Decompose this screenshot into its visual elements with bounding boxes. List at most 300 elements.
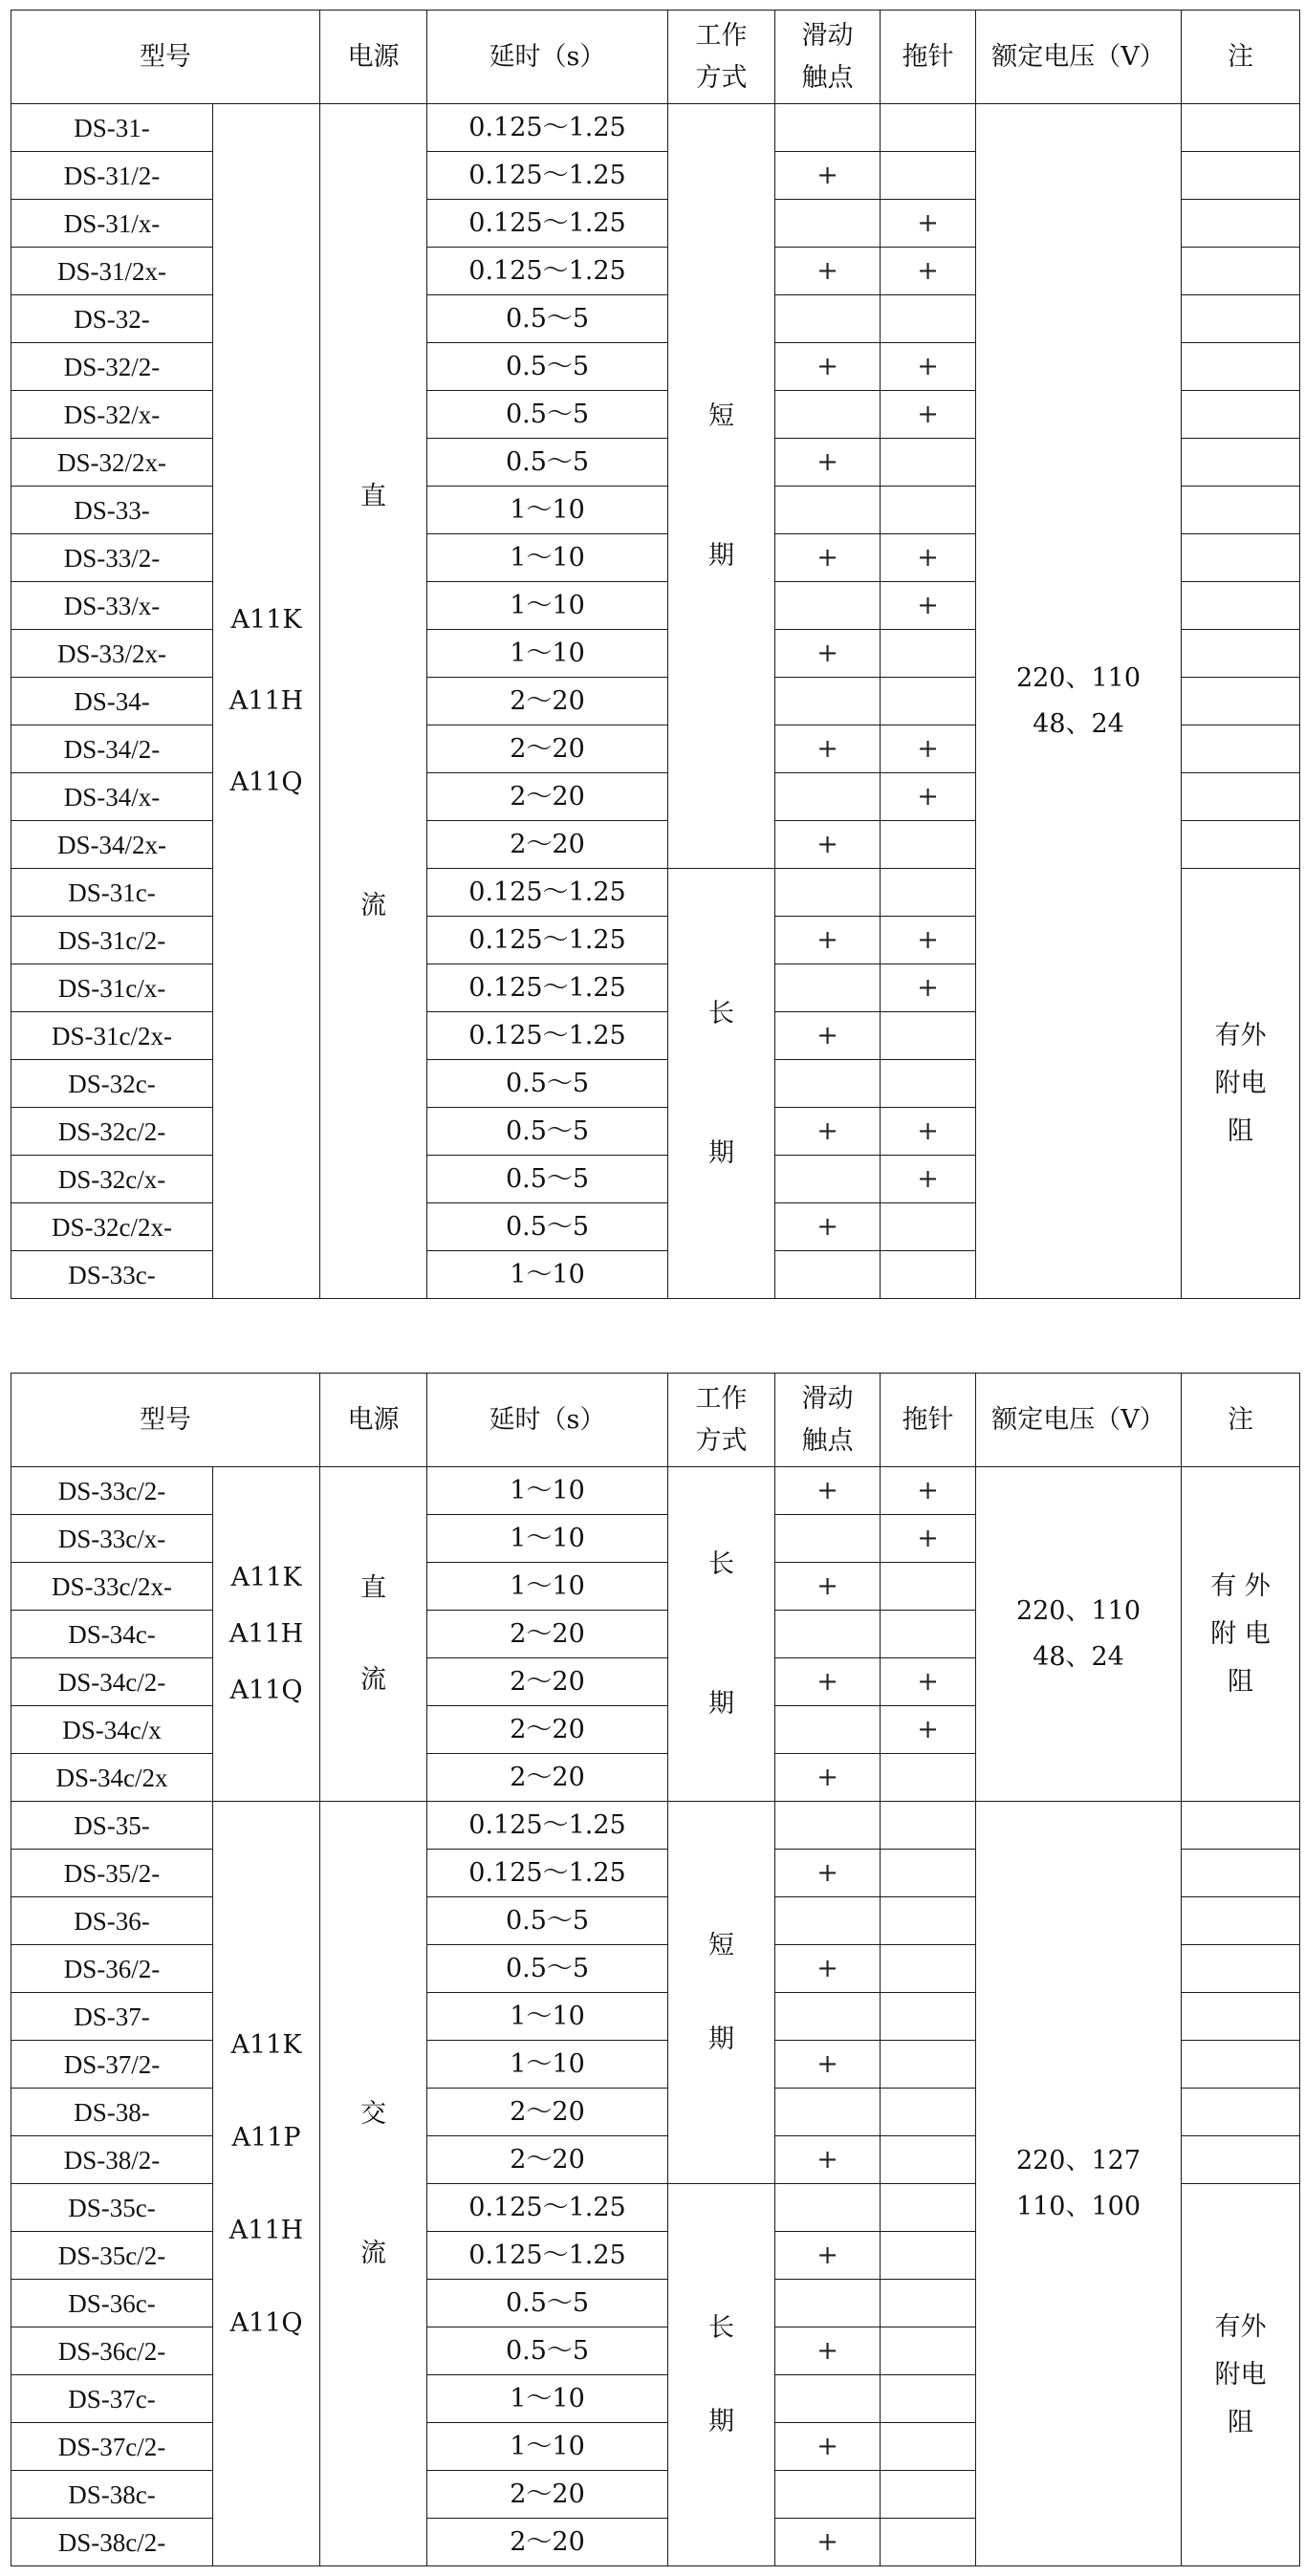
header-power: 电源: [320, 1374, 427, 1467]
work-mode-cell-line: 长: [708, 1548, 734, 1579]
drag-needle-cell: [881, 1945, 976, 1993]
subtype-cell-line: A11K: [230, 1563, 302, 1592]
delay-cell: 1～10: [427, 2423, 668, 2471]
drag-needle-cell: [881, 2471, 976, 2519]
slide-contact-cell: +: [775, 248, 881, 295]
note-cell-line: 附电: [1214, 2359, 1267, 2390]
model-cell: DS-33c/2-: [11, 1467, 213, 1515]
work-mode-cell-line: 短: [708, 400, 734, 431]
slide-contact-cell: +: [775, 725, 881, 773]
slide-contact-cell: [775, 964, 881, 1012]
relay-spec-table-1: [11, 10, 1300, 1299]
model-cell: DS-31/2-: [11, 152, 213, 200]
model-cell: DS-37c/2-: [11, 2423, 213, 2471]
header-slide-line: 触点: [801, 1425, 854, 1456]
subtype-cell-line: A11Q: [229, 768, 303, 797]
note-cell-line: 附 电: [1210, 1618, 1271, 1649]
drag-needle-cell: +: [881, 582, 976, 630]
work-mode-cell-stack: [668, 2184, 774, 2565]
slide-contact-cell: [775, 1611, 881, 1658]
note-cell: [1182, 104, 1300, 152]
model-cell: DS-33c-: [11, 1251, 213, 1299]
note-cell: [1182, 2041, 1300, 2089]
slide-contact-cell: +: [775, 2327, 881, 2375]
drag-needle-cell: [881, 1012, 976, 1060]
delay-cell: 1～10: [427, 534, 668, 582]
model-cell: DS-34/x-: [11, 773, 213, 821]
slide-contact-cell: +: [775, 343, 881, 391]
slide-contact-cell: +: [775, 1850, 881, 1897]
note-cell: [1182, 821, 1300, 869]
delay-cell: 2～20: [427, 1611, 668, 1658]
header-slide-stack: [775, 11, 880, 103]
slide-contact-cell: +: [775, 1563, 881, 1611]
header-delay: 延时（s）: [427, 1374, 668, 1467]
slide-contact-cell: +: [775, 1467, 881, 1515]
power-source-cell-stack: [320, 104, 426, 1298]
note-cell: [1182, 1993, 1300, 2041]
drag-needle-cell: [881, 1203, 976, 1251]
drag-needle-cell: +: [881, 1706, 976, 1754]
delay-cell: 0.125～1.25: [427, 2184, 668, 2232]
model-cell: DS-35-: [11, 1802, 213, 1850]
subtype-cell: [213, 104, 320, 1299]
rated-voltage-cell-line: 48、24: [1033, 1641, 1124, 1672]
delay-cell: 1～10: [427, 2375, 668, 2423]
drag-needle-cell: [881, 2423, 976, 2471]
model-cell: DS-31/x-: [11, 200, 213, 248]
relay-spec-table-2: [11, 1373, 1300, 2566]
drag-needle-cell: [881, 1802, 976, 1850]
subtype-cell-line: A11Q: [229, 1676, 303, 1705]
delay-cell: 2～20: [427, 1658, 668, 1706]
slide-contact-cell: [775, 2471, 881, 2519]
subtype-cell: [213, 1802, 320, 2566]
header-mode-stack: [668, 1374, 774, 1466]
delay-cell: 2～20: [427, 2471, 668, 2519]
delay-cell: 0.125～1.25: [427, 248, 668, 295]
model-cell: DS-31c/2-: [11, 917, 213, 964]
header-mode-line: 工作: [695, 1383, 748, 1414]
drag-needle-cell: [881, 821, 976, 869]
power-source-cell-line: 交: [360, 2098, 386, 2129]
delay-cell: 1～10: [427, 582, 668, 630]
work-mode-cell: [668, 1802, 775, 2184]
note-cell: [1182, 1467, 1300, 1802]
model-cell: DS-34/2x-: [11, 821, 213, 869]
model-cell: DS-34/2-: [11, 725, 213, 773]
subtype-cell-line: A11H: [228, 686, 304, 716]
rated-voltage-cell-line: 48、24: [1033, 708, 1124, 739]
delay-cell: 0.125～1.25: [427, 917, 668, 964]
slide-contact-cell: +: [775, 1658, 881, 1706]
note-cell-stack: [1182, 869, 1299, 1298]
slide-contact-cell: [775, 104, 881, 152]
drag-needle-cell: +: [881, 1108, 976, 1156]
model-cell: DS-32-: [11, 295, 213, 343]
rated-voltage-cell-stack: [976, 104, 1181, 1298]
model-cell: DS-32/2x-: [11, 439, 213, 487]
rated-voltage-cell-stack: [976, 1802, 1181, 2565]
work-mode-cell-line: 期: [708, 540, 734, 571]
header-slide: [775, 1374, 881, 1467]
subtype-cell-line: A11K: [230, 605, 302, 635]
model-cell: DS-31/2x-: [11, 248, 213, 295]
drag-needle-cell: [881, 2375, 976, 2423]
drag-needle-cell: [881, 1251, 976, 1299]
drag-needle-cell: [881, 869, 976, 917]
slide-contact-cell: [775, 1802, 881, 1850]
subtype-cell-line: A11K: [230, 2029, 302, 2060]
work-mode-cell-stack: [668, 1802, 774, 2183]
slide-contact-cell: +: [775, 534, 881, 582]
delay-cell: 0.125～1.25: [427, 200, 668, 248]
rated-voltage-cell: [976, 1802, 1182, 2566]
slide-contact-cell: +: [775, 1754, 881, 1802]
drag-needle-cell: +: [881, 391, 976, 439]
slide-contact-cell: [775, 1706, 881, 1754]
slide-contact-cell: [775, 2184, 881, 2232]
drag-needle-cell: +: [881, 1515, 976, 1563]
note-cell: [1182, 534, 1300, 582]
table-row: [11, 104, 1300, 152]
work-mode-cell: [668, 1467, 775, 1802]
power-source-cell-stack: [320, 1467, 426, 1801]
drag-needle-cell: +: [881, 1467, 976, 1515]
rated-voltage-cell-line: 220、110: [1015, 662, 1142, 693]
model-cell: DS-35c/2-: [11, 2232, 213, 2280]
power-source-cell: [320, 1467, 427, 1802]
note-cell: [1182, 630, 1300, 678]
slide-contact-cell: [775, 200, 881, 248]
table-row: [11, 1467, 1300, 1515]
slide-contact-cell: [775, 1251, 881, 1299]
header-voltage: 额定电压（V）: [976, 1374, 1182, 1467]
subtype-cell: [213, 1467, 320, 1802]
slide-contact-cell: +: [775, 1108, 881, 1156]
drag-needle-cell: [881, 2327, 976, 2375]
header-mode-line: 工作: [695, 20, 748, 51]
model-cell: DS-38-: [11, 2089, 213, 2136]
model-cell: DS-37/2-: [11, 2041, 213, 2089]
model-cell: DS-32c-: [11, 1060, 213, 1108]
drag-needle-cell: +: [881, 917, 976, 964]
delay-cell: 0.125～1.25: [427, 1012, 668, 1060]
delay-cell: 0.5～5: [427, 1060, 668, 1108]
slide-contact-cell: [775, 582, 881, 630]
subtype-cell-line: A11P: [231, 2122, 301, 2153]
slide-contact-cell: [775, 1060, 881, 1108]
subtype-cell-stack: [213, 104, 319, 1298]
power-source-cell-line: 直: [360, 481, 386, 511]
work-mode-cell-line: 期: [708, 1137, 734, 1168]
delay-cell: 1～10: [427, 630, 668, 678]
model-cell: DS-36c-: [11, 2280, 213, 2327]
note-cell-line: 附电: [1214, 1068, 1267, 1098]
note-cell-stack: [1182, 2184, 1299, 2565]
slide-contact-cell: +: [775, 152, 881, 200]
work-mode-cell-line: 长: [708, 2312, 734, 2343]
model-cell: DS-36-: [11, 1897, 213, 1945]
subtype-cell-stack: [213, 1467, 319, 1801]
slide-contact-cell: +: [775, 1945, 881, 1993]
delay-cell: 2～20: [427, 1706, 668, 1754]
header-slide-line: 滑动: [801, 20, 854, 51]
note-cell-line: 阻: [1228, 2407, 1253, 2437]
delay-cell: 0.5～5: [427, 2280, 668, 2327]
note-cell-line: 有 外: [1210, 1570, 1271, 1601]
header-needle: 拖针: [881, 1374, 976, 1467]
power-source-cell-line: 流: [360, 2238, 386, 2268]
slide-contact-cell: +: [775, 2136, 881, 2184]
note-cell-line: 有外: [1214, 2311, 1267, 2342]
slide-contact-cell: +: [775, 630, 881, 678]
model-cell: DS-32c/2x-: [11, 1203, 213, 1251]
drag-needle-cell: [881, 2519, 976, 2566]
delay-cell: 0.125～1.25: [427, 2232, 668, 2280]
drag-needle-cell: +: [881, 248, 976, 295]
model-cell: DS-32c/x-: [11, 1156, 213, 1203]
delay-cell: 0.125～1.25: [427, 152, 668, 200]
slide-contact-cell: [775, 1515, 881, 1563]
power-source-cell: [320, 104, 427, 1299]
drag-needle-cell: [881, 2089, 976, 2136]
drag-needle-cell: +: [881, 773, 976, 821]
drag-needle-cell: [881, 2280, 976, 2327]
header-slide-line: 滑动: [801, 1383, 854, 1414]
header-row: [11, 11, 1300, 104]
slide-contact-cell: [775, 1897, 881, 1945]
model-cell: DS-31-: [11, 104, 213, 152]
work-mode-cell-line: 长: [708, 998, 734, 1028]
rated-voltage-cell: [976, 104, 1182, 1299]
delay-cell: 1～10: [427, 1993, 668, 2041]
delay-cell: 0.125～1.25: [427, 1850, 668, 1897]
drag-needle-cell: [881, 1850, 976, 1897]
delay-cell: 0.5～5: [427, 343, 668, 391]
delay-cell: 2～20: [427, 1754, 668, 1802]
drag-needle-cell: [881, 678, 976, 725]
note-cell: [1182, 248, 1300, 295]
drag-needle-cell: [881, 152, 976, 200]
model-cell: DS-34c/2-: [11, 1658, 213, 1706]
model-cell: DS-31c/x-: [11, 964, 213, 1012]
note-cell: [1182, 1945, 1300, 1993]
rated-voltage-cell-line: 220、110: [1015, 1595, 1142, 1626]
model-cell: DS-32c/2-: [11, 1108, 213, 1156]
model-cell: DS-37-: [11, 1993, 213, 2041]
model-cell: DS-37c-: [11, 2375, 213, 2423]
drag-needle-cell: +: [881, 1156, 976, 1203]
delay-cell: 1～10: [427, 1251, 668, 1299]
slide-contact-cell: [775, 869, 881, 917]
power-source-cell-stack: [320, 1802, 426, 2565]
drag-needle-cell: +: [881, 1658, 976, 1706]
drag-needle-cell: [881, 1754, 976, 1802]
power-source-cell-line: 流: [360, 890, 386, 920]
delay-cell: 2～20: [427, 725, 668, 773]
delay-cell: 0.5～5: [427, 439, 668, 487]
model-cell: DS-38c/2-: [11, 2519, 213, 2566]
model-cell: DS-38c-: [11, 2471, 213, 2519]
drag-needle-cell: [881, 439, 976, 487]
model-cell: DS-33/2-: [11, 534, 213, 582]
slide-contact-cell: [775, 487, 881, 534]
header-needle: 拖针: [881, 11, 976, 104]
note-cell: [1182, 582, 1300, 630]
table-row: [11, 1802, 1300, 1850]
delay-cell: 0.125～1.25: [427, 1802, 668, 1850]
work-mode-cell-line: 期: [708, 2024, 734, 2054]
note-cell: [1182, 2136, 1300, 2184]
power-source-cell: [320, 1802, 427, 2566]
note-cell-stack: [1182, 1467, 1299, 1801]
model-cell: DS-36c/2-: [11, 2327, 213, 2375]
slide-contact-cell: [775, 1156, 881, 1203]
subtype-cell-line: A11H: [228, 1619, 304, 1649]
drag-needle-cell: [881, 1611, 976, 1658]
work-mode-cell: [668, 869, 775, 1299]
model-cell: DS-36/2-: [11, 1945, 213, 1993]
model-cell: DS-31c-: [11, 869, 213, 917]
rated-voltage-cell-line: 220、127: [1015, 2145, 1142, 2176]
model-cell: DS-35/2-: [11, 1850, 213, 1897]
header-power: 电源: [320, 11, 427, 104]
note-cell: [1182, 2089, 1300, 2136]
model-cell: DS-34c-: [11, 1611, 213, 1658]
slide-contact-cell: [775, 2375, 881, 2423]
header-model: 型号: [11, 11, 320, 104]
note-cell: [1182, 773, 1300, 821]
model-cell: DS-33c/x-: [11, 1515, 213, 1563]
slide-contact-cell: +: [775, 2041, 881, 2089]
note-cell: [1182, 152, 1300, 200]
note-cell: [1182, 343, 1300, 391]
drag-needle-cell: [881, 1993, 976, 2041]
rated-voltage-cell-stack: [976, 1467, 1181, 1801]
note-cell: [1182, 678, 1300, 725]
delay-cell: 2～20: [427, 678, 668, 725]
drag-needle-cell: +: [881, 534, 976, 582]
delay-cell: 1～10: [427, 1467, 668, 1515]
slide-contact-cell: [775, 678, 881, 725]
subtype-cell-line: A11H: [228, 2215, 304, 2245]
delay-cell: 0.5～5: [427, 1897, 668, 1945]
drag-needle-cell: [881, 2184, 976, 2232]
subtype-cell-line: A11Q: [229, 2307, 303, 2338]
note-cell: [1182, 391, 1300, 439]
drag-needle-cell: [881, 104, 976, 152]
slide-contact-cell: +: [775, 1012, 881, 1060]
drag-needle-cell: [881, 630, 976, 678]
model-cell: DS-34c/2x: [11, 1754, 213, 1802]
drag-needle-cell: +: [881, 725, 976, 773]
note-cell: [1182, 1802, 1300, 1850]
model-cell: DS-33c/2x-: [11, 1563, 213, 1611]
slide-contact-cell: +: [775, 2423, 881, 2471]
delay-cell: 0.5～5: [427, 1108, 668, 1156]
drag-needle-cell: [881, 2136, 976, 2184]
header-note: 注: [1182, 11, 1300, 104]
note-cell-line: 阻: [1228, 1666, 1253, 1697]
note-cell: [1182, 295, 1300, 343]
note-cell: [1182, 1850, 1300, 1897]
slide-contact-cell: [775, 1993, 881, 2041]
delay-cell: 0.125～1.25: [427, 869, 668, 917]
drag-needle-cell: [881, 1563, 976, 1611]
header-mode: [668, 1374, 775, 1467]
delay-cell: 1～10: [427, 2041, 668, 2089]
header-slide-stack: [775, 1374, 880, 1466]
note-cell-line: 有外: [1214, 1020, 1267, 1050]
note-cell-line: 阻: [1228, 1115, 1253, 1146]
header-slide: [775, 11, 881, 104]
note-cell: [1182, 200, 1300, 248]
delay-cell: 0.5～5: [427, 391, 668, 439]
model-cell: DS-33/x-: [11, 582, 213, 630]
slide-contact-cell: +: [775, 2232, 881, 2280]
header-mode-line: 方式: [695, 62, 748, 93]
delay-cell: 0.5～5: [427, 2327, 668, 2375]
header-mode-line: 方式: [695, 1425, 748, 1456]
model-cell: DS-38/2-: [11, 2136, 213, 2184]
work-mode-cell-line: 短: [708, 1930, 734, 1960]
header-voltage: 额定电压（V）: [976, 11, 1182, 104]
model-cell: DS-31c/2x-: [11, 1012, 213, 1060]
delay-cell: 0.5～5: [427, 1156, 668, 1203]
delay-cell: 0.125～1.25: [427, 964, 668, 1012]
slide-contact-cell: [775, 2280, 881, 2327]
rated-voltage-cell: [976, 1467, 1182, 1802]
work-mode-cell-stack: [668, 869, 774, 1298]
delay-cell: 2～20: [427, 773, 668, 821]
model-cell: DS-32/x-: [11, 391, 213, 439]
delay-cell: 2～20: [427, 2136, 668, 2184]
drag-needle-cell: +: [881, 964, 976, 1012]
drag-needle-cell: [881, 2232, 976, 2280]
header-delay: 延时（s）: [427, 11, 668, 104]
delay-cell: 1～10: [427, 1515, 668, 1563]
drag-needle-cell: [881, 2041, 976, 2089]
delay-cell: 1～10: [427, 487, 668, 534]
delay-cell: 0.5～5: [427, 1945, 668, 1993]
work-mode-cell-line: 期: [708, 1688, 734, 1719]
slide-contact-cell: [775, 2089, 881, 2136]
header-mode: [668, 11, 775, 104]
subtype-cell-stack: [213, 1802, 319, 2565]
rated-voltage-cell-line: 110、100: [1015, 2191, 1142, 2221]
slide-contact-cell: +: [775, 2519, 881, 2566]
model-cell: DS-33/2x-: [11, 630, 213, 678]
slide-contact-cell: [775, 773, 881, 821]
note-cell: [1182, 869, 1300, 1299]
delay-cell: 2～20: [427, 2519, 668, 2566]
slide-contact-cell: [775, 391, 881, 439]
work-mode-cell-stack: [668, 1467, 774, 1801]
work-mode-cell: [668, 2184, 775, 2566]
model-cell: DS-33-: [11, 487, 213, 534]
slide-contact-cell: +: [775, 821, 881, 869]
model-cell: DS-34-: [11, 678, 213, 725]
header-row: [11, 1374, 1300, 1467]
drag-needle-cell: [881, 295, 976, 343]
note-cell: [1182, 439, 1300, 487]
delay-cell: 1～10: [427, 1563, 668, 1611]
slide-contact-cell: +: [775, 917, 881, 964]
drag-needle-cell: +: [881, 343, 976, 391]
delay-cell: 0.5～5: [427, 1203, 668, 1251]
delay-cell: 2～20: [427, 2089, 668, 2136]
